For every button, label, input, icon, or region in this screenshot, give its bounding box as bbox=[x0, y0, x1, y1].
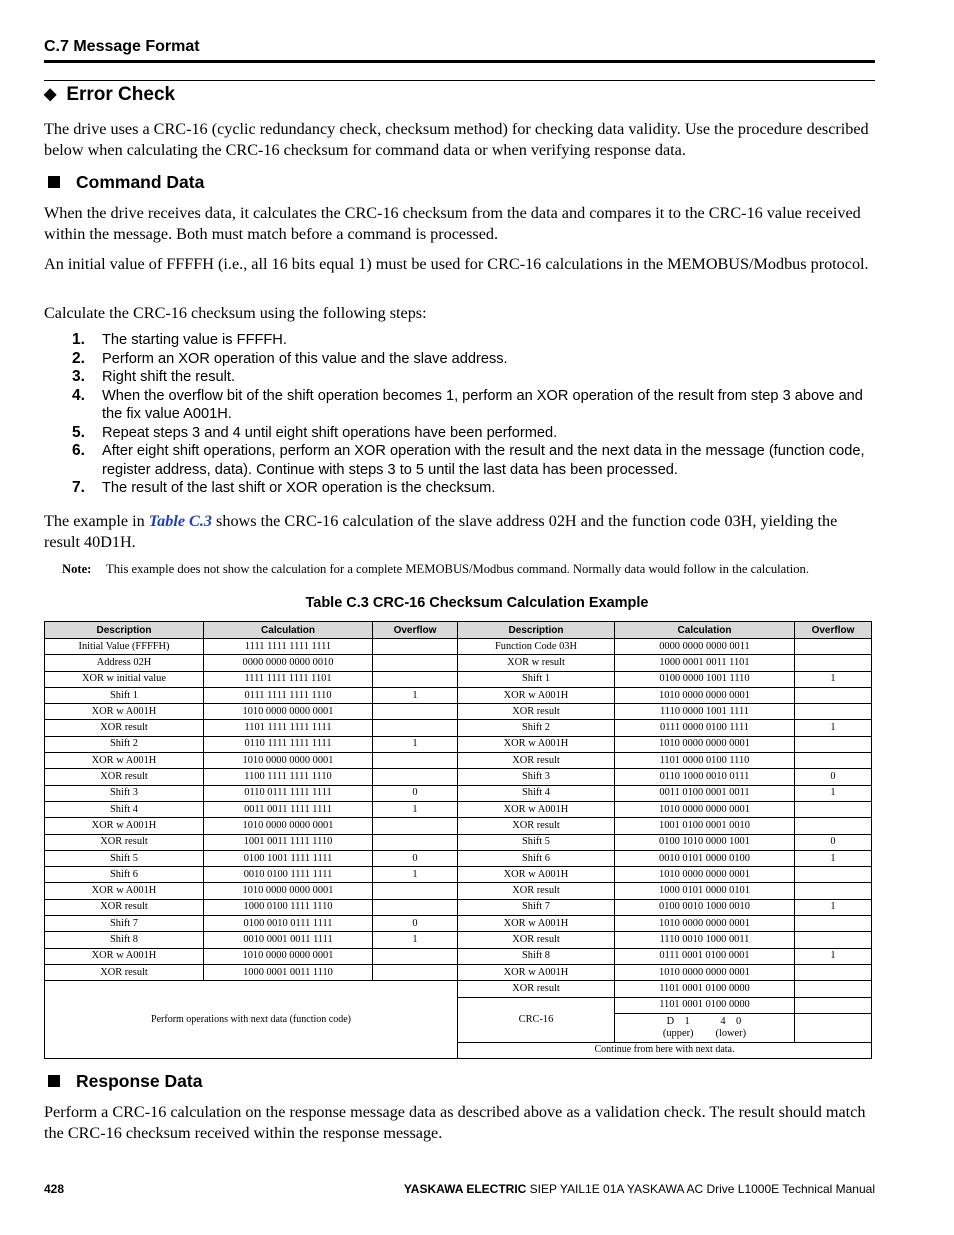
response-data-title: Response Data bbox=[76, 1071, 203, 1091]
list-item bbox=[44, 424, 874, 443]
table-row bbox=[45, 704, 872, 720]
table-cell: XOR result bbox=[458, 981, 615, 997]
table-cell: 1 bbox=[795, 948, 872, 964]
step-text: The starting value is FFFFH. bbox=[102, 332, 287, 348]
table-cell: 0011 0100 0001 0011 bbox=[615, 785, 795, 801]
table-cell: 1110 0000 1001 1111 bbox=[615, 704, 795, 720]
table-cell: 1001 0100 0001 0010 bbox=[615, 818, 795, 834]
crc16-lower bbox=[716, 1016, 747, 1040]
column-header: Calculation bbox=[615, 622, 795, 639]
crc16-lower-label: (lower) bbox=[715, 1027, 747, 1039]
footer-doc-info bbox=[404, 1182, 875, 1196]
table-cell: Shift 4 bbox=[45, 801, 204, 817]
response-data-paragraph: Perform a CRC-16 calculation on the response message data as described above as a validation check. The result should match the CRC-16 checksum received within the response message. bbox=[44, 1103, 866, 1142]
table-cell: 1000 0101 0000 0101 bbox=[615, 883, 795, 899]
table-cell bbox=[795, 981, 872, 997]
table-cell bbox=[795, 736, 872, 752]
table-row bbox=[45, 899, 872, 915]
table-row bbox=[45, 916, 872, 932]
table-cell bbox=[373, 964, 458, 980]
step-text: After eight shift operations, perform an XOR operation with the result and the next data in the message (function code, register address, data). Continue with steps 3 to 5 until the last data has been processed. bbox=[102, 443, 865, 478]
table-cell: 0100 0010 1000 0010 bbox=[615, 899, 795, 915]
table-row bbox=[45, 964, 872, 980]
step-number: 7. bbox=[72, 479, 85, 496]
table-row bbox=[45, 720, 872, 736]
table-cell: 0 bbox=[373, 850, 458, 866]
table-cell: Shift 8 bbox=[458, 948, 615, 964]
table-cell: 1 bbox=[373, 801, 458, 817]
table-cell bbox=[795, 997, 872, 1013]
table-caption: Table C.3 CRC-16 Checksum Calculation Example bbox=[305, 595, 649, 611]
command-data-paragraph-1: When the drive receives data, it calculates the CRC-16 checksum from the data and compares it to the CRC-16 value received within the message. Both must match before a command is processed. bbox=[44, 204, 861, 243]
page-number: 428 bbox=[44, 1182, 65, 1196]
table-row bbox=[45, 834, 872, 850]
table-cell bbox=[373, 834, 458, 850]
table-cell: 1101 1111 1111 1111 bbox=[204, 720, 373, 736]
table-cell bbox=[373, 753, 458, 769]
table-header-row bbox=[45, 622, 872, 639]
table-cell: Shift 7 bbox=[45, 916, 204, 932]
command-data-heading bbox=[44, 172, 204, 193]
table-cell: XOR w A001H bbox=[458, 867, 615, 883]
table-c3-link[interactable]: Table C.3 bbox=[148, 512, 212, 530]
table-cell: 1111 1111 1111 1101 bbox=[204, 671, 373, 687]
table-cell: XOR result bbox=[458, 818, 615, 834]
table-cell bbox=[795, 639, 872, 655]
table-cell: Shift 6 bbox=[45, 867, 204, 883]
table-cell: 0010 0100 1111 1111 bbox=[204, 867, 373, 883]
error-check-heading bbox=[44, 84, 175, 106]
table-cell: XOR result bbox=[458, 932, 615, 948]
list-item bbox=[44, 350, 874, 369]
table-cell: XOR w A001H bbox=[458, 736, 615, 752]
table-cell: 1000 0001 0011 1101 bbox=[615, 655, 795, 671]
footer-doc-title: SIEP YAIL1E 01A YASKAWA AC Drive L1000E Technical Manual bbox=[526, 1182, 875, 1196]
table-cell: 0111 1111 1111 1110 bbox=[204, 687, 373, 703]
error-check-intro: The drive uses a CRC-16 (cyclic redundancy check, checksum method) for checking data validity. Use the procedure described below when calculating the CRC-16 checksum for command data or when verifying response data. bbox=[44, 120, 869, 159]
crc16-hex-split bbox=[615, 1016, 794, 1040]
table-cell: XOR result bbox=[45, 964, 204, 980]
table-cell: 0110 1111 1111 1111 bbox=[204, 736, 373, 752]
column-header: Description bbox=[458, 622, 615, 639]
crc16-upper-label: (upper) bbox=[662, 1027, 694, 1039]
table-cell: 1010 0000 0000 0001 bbox=[615, 801, 795, 817]
list-item bbox=[44, 479, 874, 498]
table-cell: 1110 0010 1000 0011 bbox=[615, 932, 795, 948]
crc16-label: CRC-16 bbox=[458, 997, 615, 1042]
table-cell: 1 bbox=[795, 785, 872, 801]
header-rule bbox=[44, 60, 875, 63]
table-cell bbox=[795, 655, 872, 671]
table-cell: 0010 0001 0011 1111 bbox=[204, 932, 373, 948]
table-cell: Shift 8 bbox=[45, 932, 204, 948]
table-cell: 1010 0000 0000 0001 bbox=[615, 736, 795, 752]
command-data-paragraph-3: Calculate the CRC-16 checksum using the following steps: bbox=[44, 304, 427, 322]
table-row bbox=[45, 801, 872, 817]
table-cell: 1 bbox=[795, 850, 872, 866]
table-cell: 0100 1010 0000 1001 bbox=[615, 834, 795, 850]
column-header: Calculation bbox=[204, 622, 373, 639]
table-cell: 1010 0000 0000 0001 bbox=[204, 753, 373, 769]
list-item bbox=[44, 387, 874, 424]
table-cell: XOR w A001H bbox=[45, 883, 204, 899]
table-row bbox=[45, 948, 872, 964]
table-cell: XOR w A001H bbox=[45, 704, 204, 720]
table-cell: Shift 5 bbox=[45, 850, 204, 866]
crc16-lower-hex: 4 0 bbox=[720, 1015, 742, 1027]
crc16-hex-cell bbox=[615, 1013, 795, 1042]
crc16-upper bbox=[663, 1016, 694, 1040]
table-cell: 1 bbox=[795, 671, 872, 687]
table-cell: 0111 0001 0100 0001 bbox=[615, 948, 795, 964]
step-number: 1. bbox=[72, 331, 85, 348]
table-cell bbox=[795, 687, 872, 703]
table-cell bbox=[373, 704, 458, 720]
list-item bbox=[44, 368, 874, 387]
table-cell bbox=[795, 818, 872, 834]
list-item bbox=[44, 442, 874, 479]
next-data-note: Perform operations with next data (function code) bbox=[45, 981, 458, 1059]
table-cell: XOR result bbox=[45, 720, 204, 736]
table-cell: 1001 0011 1111 1110 bbox=[204, 834, 373, 850]
note-label: Note: bbox=[62, 562, 92, 576]
table-cell: Shift 7 bbox=[458, 899, 615, 915]
table-cell: XOR w initial value bbox=[45, 671, 204, 687]
command-data-paragraph-2: An initial value of FFFFH (i.e., all 16 bits equal 1) must be used for CRC-16 calculations in the MEMOBUS/Modbus protocol. bbox=[44, 255, 869, 273]
step-text: Right shift the result. bbox=[102, 369, 236, 385]
table-row bbox=[45, 867, 872, 883]
table-cell: 1010 0000 0000 0001 bbox=[204, 883, 373, 899]
table-cell: Shift 2 bbox=[458, 720, 615, 736]
crc-steps-list bbox=[44, 331, 874, 498]
table-cell: XOR w A001H bbox=[458, 801, 615, 817]
table-cell: 1 bbox=[373, 932, 458, 948]
table-row bbox=[45, 785, 872, 801]
table-cell: 0 bbox=[373, 785, 458, 801]
table-cell: 0110 1000 0010 0111 bbox=[615, 769, 795, 785]
table-cell bbox=[373, 769, 458, 785]
diamond-bullet-icon: ◆ bbox=[44, 86, 57, 103]
table-cell: Address 02H bbox=[45, 655, 204, 671]
table-cell bbox=[795, 883, 872, 899]
table-cell: XOR w A001H bbox=[45, 948, 204, 964]
table-cell bbox=[795, 867, 872, 883]
step-text: The result of the last shift or XOR operation is the checksum. bbox=[102, 480, 496, 496]
column-header: Overflow bbox=[795, 622, 872, 639]
note bbox=[62, 561, 832, 578]
table-row bbox=[45, 850, 872, 866]
table-cell: XOR result bbox=[458, 753, 615, 769]
response-data-heading bbox=[44, 1071, 202, 1092]
table-cell bbox=[795, 801, 872, 817]
table-cell: Shift 5 bbox=[458, 834, 615, 850]
table-cell bbox=[795, 932, 872, 948]
table-row bbox=[45, 769, 872, 785]
table-cell bbox=[373, 639, 458, 655]
table-cell: XOR result bbox=[45, 834, 204, 850]
table-cell: XOR w A001H bbox=[458, 687, 615, 703]
crc-calculation-table bbox=[44, 621, 872, 1059]
table-cell bbox=[373, 883, 458, 899]
step-number: 6. bbox=[72, 442, 85, 459]
table-cell: 1111 1111 1111 1111 bbox=[204, 639, 373, 655]
table-cell: XOR result bbox=[458, 883, 615, 899]
square-bullet-icon bbox=[48, 1075, 60, 1087]
table-cell: 0010 0101 0000 0100 bbox=[615, 850, 795, 866]
column-header: Description bbox=[45, 622, 204, 639]
table-row bbox=[45, 687, 872, 703]
column-header: Overflow bbox=[373, 622, 458, 639]
table-cell bbox=[373, 671, 458, 687]
table-cell: Shift 1 bbox=[458, 671, 615, 687]
list-item bbox=[44, 331, 874, 350]
table-cell: 1010 0000 0000 0001 bbox=[204, 704, 373, 720]
table-row bbox=[45, 736, 872, 752]
table-cell: 1 bbox=[795, 899, 872, 915]
crc16-upper-hex: D 1 bbox=[666, 1015, 690, 1027]
table-cell: 1100 1111 1111 1110 bbox=[204, 769, 373, 785]
table-cell: XOR result bbox=[45, 769, 204, 785]
table-cell bbox=[795, 916, 872, 932]
table-cell bbox=[373, 899, 458, 915]
table-cell: XOR w A001H bbox=[45, 818, 204, 834]
table-cell bbox=[373, 720, 458, 736]
table-cell: 0111 0000 0100 1111 bbox=[615, 720, 795, 736]
table-cell: XOR result bbox=[45, 899, 204, 915]
table-row bbox=[45, 655, 872, 671]
table-cell: 0 bbox=[373, 916, 458, 932]
table-cell: 1101 0000 0100 1110 bbox=[615, 753, 795, 769]
table-cell bbox=[373, 948, 458, 964]
table-cell: XOR w A001H bbox=[45, 753, 204, 769]
table-cell: 1101 0001 0100 0000 bbox=[615, 981, 795, 997]
table-cell: 0000 0000 0000 0010 bbox=[204, 655, 373, 671]
table-cell bbox=[373, 818, 458, 834]
table-cell: 0000 0000 0000 0011 bbox=[615, 639, 795, 655]
table-cell: 0100 1001 1111 1111 bbox=[204, 850, 373, 866]
table-cell: XOR result bbox=[458, 704, 615, 720]
example-text-before: The example in bbox=[44, 512, 149, 530]
example-text-after: shows the CRC-16 calculation of the slave address 02H and the function code 03H, yielding the result 40D1H. bbox=[44, 512, 838, 551]
table-cell: Initial Value (FFFFH) bbox=[45, 639, 204, 655]
header-rule-thin bbox=[44, 80, 875, 81]
table-cell bbox=[795, 704, 872, 720]
table-row bbox=[45, 753, 872, 769]
table-cell: 1010 0000 0000 0001 bbox=[204, 948, 373, 964]
table-cell bbox=[795, 753, 872, 769]
section-header: C.7 Message Format bbox=[44, 38, 200, 55]
table-cell: 1010 0000 0000 0001 bbox=[615, 867, 795, 883]
table-cell: XOR w A001H bbox=[458, 916, 615, 932]
table-cell: Shift 1 bbox=[45, 687, 204, 703]
table-cell: 1 bbox=[373, 736, 458, 752]
table-cell: 1 bbox=[373, 687, 458, 703]
step-number: 4. bbox=[72, 386, 85, 404]
table-cell: 0100 0010 0111 1111 bbox=[204, 916, 373, 932]
table-cell bbox=[795, 1013, 872, 1042]
table-cell: 0 bbox=[795, 834, 872, 850]
crc16-value: 1101 0001 0100 0000 bbox=[615, 997, 795, 1013]
table-cell: 1000 0100 1111 1110 bbox=[204, 899, 373, 915]
step-number: 2. bbox=[72, 349, 85, 367]
table-cell: 0011 0011 1111 1111 bbox=[204, 801, 373, 817]
table-cell bbox=[795, 964, 872, 980]
square-bullet-icon bbox=[48, 176, 60, 188]
table-cell: XOR w result bbox=[458, 655, 615, 671]
table-cell bbox=[373, 655, 458, 671]
table-cell: 0100 0000 1001 1110 bbox=[615, 671, 795, 687]
table-cell: 1 bbox=[795, 720, 872, 736]
command-data-title: Command Data bbox=[76, 172, 205, 192]
table-cell: 1010 0000 0000 0001 bbox=[615, 964, 795, 980]
table-cell: Shift 3 bbox=[45, 785, 204, 801]
table-cell: 1010 0000 0000 0001 bbox=[615, 687, 795, 703]
table-cell: 0 bbox=[795, 769, 872, 785]
step-text: Perform an XOR operation of this value and the slave address. bbox=[102, 350, 508, 367]
table-cell: 1010 0000 0000 0001 bbox=[204, 818, 373, 834]
table-cell: 1 bbox=[373, 867, 458, 883]
table-cell: Shift 2 bbox=[45, 736, 204, 752]
table-row bbox=[45, 639, 872, 655]
table-row bbox=[45, 932, 872, 948]
table-cell: Shift 6 bbox=[458, 850, 615, 866]
step-number: 3. bbox=[72, 368, 85, 385]
example-paragraph bbox=[44, 511, 874, 552]
error-check-title: Error Check bbox=[66, 84, 176, 105]
step-text: Repeat steps 3 and 4 until eight shift operations have been performed. bbox=[102, 424, 558, 441]
table-cell: 1010 0000 0000 0001 bbox=[615, 916, 795, 932]
footer-brand: YASKAWA ELECTRIC bbox=[403, 1182, 527, 1196]
table-cell: Function Code 03H bbox=[458, 639, 615, 655]
table-row bbox=[45, 671, 872, 687]
table-cell: 0110 0111 1111 1111 bbox=[204, 785, 373, 801]
step-number: 5. bbox=[72, 423, 85, 441]
note-text: This example does not show the calculation for a complete MEMOBUS/Modbus command. Normally data would follow in the calculation. bbox=[106, 562, 810, 576]
table-cell: Shift 3 bbox=[458, 769, 615, 785]
table-row bbox=[45, 818, 872, 834]
table-cell: XOR w A001H bbox=[458, 964, 615, 980]
table-cell: Shift 4 bbox=[458, 785, 615, 801]
table-row bbox=[45, 981, 872, 997]
table-row bbox=[45, 883, 872, 899]
step-text: When the overflow bit of the shift operation becomes 1, perform an XOR operation of the result from step 3 above and the fix value A001H. bbox=[102, 387, 863, 422]
continue-note: Continue from here with next data. bbox=[458, 1042, 872, 1058]
table-cell: 1000 0001 0011 1110 bbox=[204, 964, 373, 980]
